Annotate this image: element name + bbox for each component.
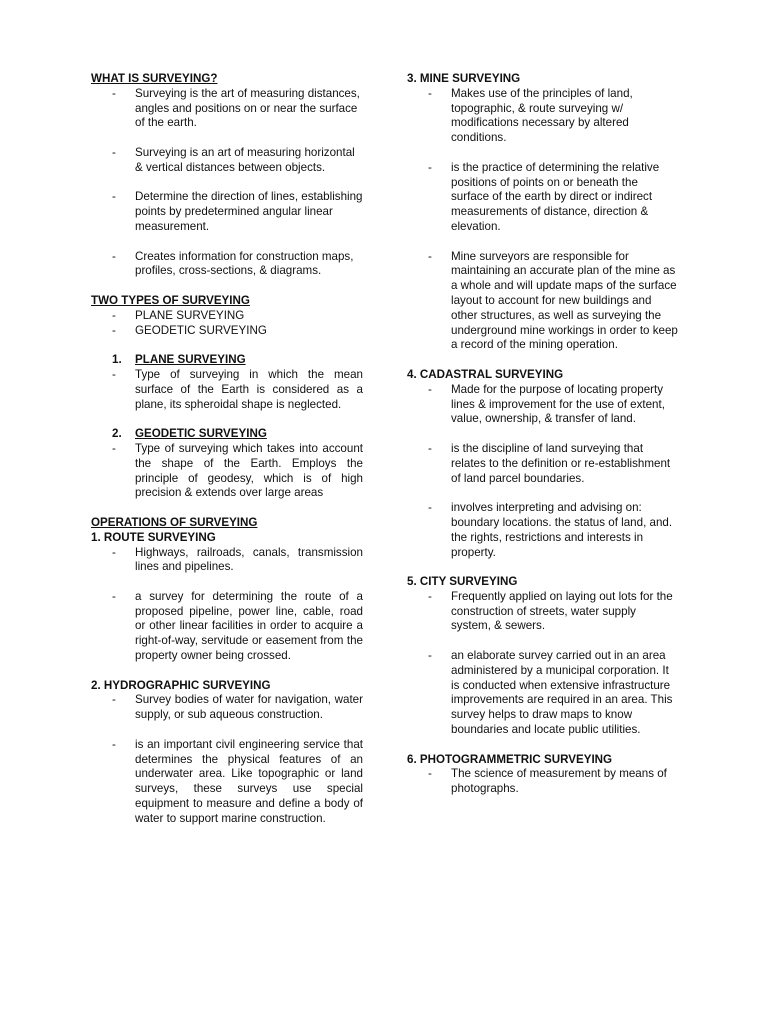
bullet-item: - involves interpreting and advising on: boundary locations. the status of land, and. the rights, restrictions and interests in property. bbox=[428, 501, 673, 559]
bullet-item: - Creates information for construction maps, profiles, cross-sections, & diagrams. bbox=[112, 249, 354, 278]
cadastral-surveying-heading: 4. CADASTRAL SURVEYING bbox=[407, 367, 564, 381]
bullet-item: - an elaborate survey carried out in an area administered by a municipal corporation. It is conducted when extensive infrastructure improvements are required in an area. This survey helps to draw maps to know boundaries and locate public utilities. bbox=[428, 649, 673, 737]
bullet-item: - is the practice of determining the relative positions of points on or beneath the surface of the earth by direct or indirect measurements of distance, direction & elevation. bbox=[428, 160, 660, 233]
bullet-item: - Mine surveyors are responsible for maintaining an accurate plan of the mine as a whole and will update maps of the surface layout to account for new buildings and other structures, as well as surveying the underground mine workings in order to keep a record of the mining operation. bbox=[428, 249, 678, 352]
bullet-item: - Survey bodies of water for navigation, water supply, or sub aqueous construction. bbox=[112, 693, 363, 722]
bullet-item: - GEODETIC SURVEYING bbox=[112, 323, 267, 337]
bullet-item: - Made for the purpose of locating property lines & improvement for the use of extent, value, ownership, & transfer of land. bbox=[428, 382, 665, 426]
left-column bbox=[91, 72, 363, 827]
two-types-heading: TWO TYPES OF SURVEYING bbox=[91, 293, 250, 307]
geodetic-surveying-heading: 2. GEODETIC SURVEYING bbox=[112, 427, 267, 441]
bullet-item: - Type of surveying which takes into account the shape of the Earth. Employs the principle of geodesy, which is of high precision & extends over large areas bbox=[112, 441, 363, 500]
bullet-item: - Frequently applied on laying out lots for the construction of streets, water supply system, & sewers. bbox=[428, 589, 673, 633]
bullet-item: - is the discipline of land surveying that relates to the definition or re-establishment of land parcel boundaries. bbox=[428, 441, 671, 485]
bullet-item: - PLANE SURVEYING bbox=[112, 308, 245, 322]
route-surveying-heading: 1. ROUTE SURVEYING bbox=[91, 530, 216, 544]
bullet-item: - Highways, railroads, canals, transmission lines and pipelines. bbox=[112, 545, 363, 574]
mine-surveying-heading: 3. MINE SURVEYING bbox=[407, 72, 521, 85]
hydrographic-surveying-heading: 2. HYDROGRAPHIC SURVEYING bbox=[91, 678, 271, 692]
bullet-item: - Surveying is an art of measuring horizontal & vertical distances between objects. bbox=[112, 145, 355, 174]
bullet-item: - Determine the direction of lines, establishing points by predetermined angular linear measurement. bbox=[112, 190, 363, 233]
plane-surveying-heading: 1. PLANE SURVEYING bbox=[112, 353, 246, 367]
bullet-item: - a survey for determining the route of a proposed pipeline, power line, cable, road or other linear facilities in order to acquire a right-of-way, servitude or easement from the property owner being crossed. bbox=[112, 589, 363, 663]
operations-heading: OPERATIONS OF SURVEYING bbox=[91, 515, 258, 529]
bullet-item: - Type of surveying in which the mean surface of the Earth is considered as a plane, its spheroidal shape is neglected. bbox=[112, 367, 363, 411]
bullet-item: - Makes use of the principles of land, topographic, & route surveying w/ modifications necessary by altered conditions. bbox=[428, 86, 633, 145]
right-column bbox=[407, 72, 679, 797]
photogrammetric-surveying-heading: 6. PHOTOGRAMMETRIC SURVEYING bbox=[407, 752, 613, 766]
what-is-surveying-heading: WHAT IS SURVEYING? bbox=[91, 72, 218, 85]
bullet-item: - Surveying is the art of measuring distances, angles and positions on or near the surface of the earth. bbox=[112, 86, 360, 130]
bullet-item: - The science of measurement by means of photographs. bbox=[428, 767, 667, 796]
bullet-item: - is an important civil engineering service that determines the physical features of an underwater area. Like topographic or land surveys, these surveys use special equipment to measure and define a body of water to support marine construction. bbox=[112, 737, 363, 825]
city-surveying-heading: 5. CITY SURVEYING bbox=[407, 575, 518, 589]
